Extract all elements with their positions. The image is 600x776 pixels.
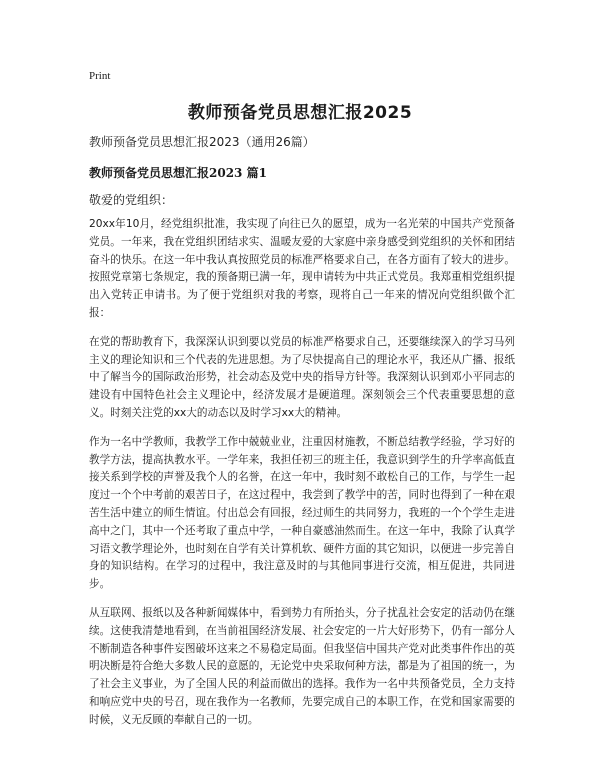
paragraph-1: 20xx年10月，经党组织批准，我实现了向往已久的愿望，成为一名光荣的中国共产党预备党员。一年来，我在党组织团结求实、温暖友爱的大家庭中亲身感受到党组织的关怀和团结奋斗的快乐。在这一年中我认真按照党员的标准严格要求自己，在各方面有了较大的进步。按照党章第七条规定，我的预备期已满一年，现申请转为中共正式党员。我郑重相党组织提出入党转正申请书。为了便于党组织对我的考察，现将自己一年来的情况向党组织做个汇报： xyxy=(89,218,515,319)
body-text xyxy=(89,216,515,741)
paragraph-4: 从互联网、报纸以及各种新闻媒体中，看到势力有所抬头，分子扰乱社会安定的活动仍在继续。这使我清楚地看到，在当前祖国经济发展、社会安定的一片大好形势下，仍有一部分人不断制造各种事件妄图破坏这来之不易稳定局面。但我坚信中国共产党对此类事件作出的英明决断是符合绝大多数人民的意愿的，无论党中央采取何种方法，都是为了祖国的统一，为了社会主义事业，为了全国人民的利益而做出的选择。我作为一名中共预备党员，全力支持和响应党中央的号召，现在我作为一名教师，先要完成自己的本职工作，在党和国家需要的时候，义无反顾的奉献自己的一切。 xyxy=(89,606,515,726)
section-heading: 教师预备党员思想汇报2023 篇1 xyxy=(89,166,267,180)
document-title: 教师预备党员思想汇报2025 xyxy=(187,103,413,123)
greeting-line: 敬爱的党组织： xyxy=(89,193,174,207)
paragraph-2: 在党的帮助教育下，我深深认识到要以党员的标准严格要求自己，还要继续深入的学习马列主义的理论知识和三个代表的先进思想。为了尽快提高自己的理论水平，我还从广播、报纸中了解当今的国际政治形势，社会动态及党中央的指导方针等。我深刻认识到邓小平同志的建设有中国特色社会主义理论中，经济发展才是硬道理。深刻领会三个代表重要思想的意义。时刻关注党的xx大的动态以及时学习xx大的精神。 xyxy=(89,335,515,419)
paragraph-3: 作为一名中学教师，我教学工作中兢兢业业，注重因材施教，不断总结教学经验，学习好的教学方法，提高执教水平。一学年来，我担任初三的班主任，我意识到学生的升学率高低直接关系到学校的声誉及我个人的名誉，在这一年中，我时刻不敢松自己的工作，与学生一起度过一个个中考前的艰苦日子，在这过程中，我尝到了教学中的苦，同时也得到了一种在艰苦生活中建立的师生情谊。付出总会有回报，经过师生的共同努力，我班的一个个学生走进高中之门，其中一个还考取了重点中学，一种自豪感油然而生。在这一年中，我除了认真学习语文教学理论外，也时刻在自学有关计算机软、硬件方面的其它知识，以便进一步完善自身的知识结构。在学习的过程中，我注意及时的与其他同事进行交流，相互促进，共同进步。 xyxy=(89,435,515,591)
document-subtitle: 教师预备党员思想汇报2023（通用26篇） xyxy=(89,135,315,149)
print-label: Print xyxy=(89,70,111,82)
